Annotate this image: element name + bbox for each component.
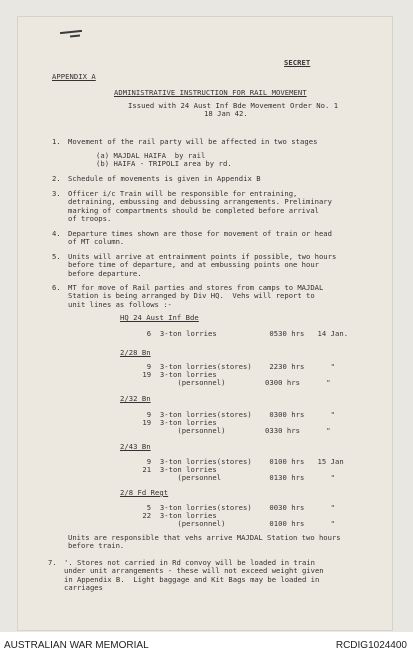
vehicle-row: (personnel) 0330 hrs " xyxy=(138,426,331,435)
para-6-closing: Units are responsible that vehs arrive MAJDAL Station two hours before train. xyxy=(68,533,341,551)
paper-clip-mark-2 xyxy=(70,34,80,37)
para-6-number: 6. xyxy=(52,283,61,292)
issued-line-2: 18 Jan 42. xyxy=(204,109,248,118)
unit-heading: HQ 24 Aust Inf Bde xyxy=(120,313,199,322)
vehicle-row: (personnel) 0300 hrs " xyxy=(138,378,331,387)
para-5-number: 5. xyxy=(52,252,61,261)
vehicle-row: 9 3-ton lorries(stores) 2230 hrs " xyxy=(138,362,335,371)
appendix-label: APPENDIX A xyxy=(52,72,96,81)
unit-heading: 2/28 Bn xyxy=(120,348,151,357)
para-3-text: Officer i/c Train will be responsible for entraining, detraining, embussing and debussing arrangements. Preliminary marking of compartments should be completed before arrival of troops. xyxy=(68,189,332,224)
vehicle-row: 19 3-ton lorries xyxy=(138,418,217,427)
para-3-number: 3. xyxy=(52,189,61,198)
document-title: ADMINISTRATIVE INSTRUCTION FOR RAIL MOVEMENT xyxy=(114,88,307,97)
vehicle-row: 22 3-ton lorries xyxy=(138,511,217,520)
vehicle-row: (personnel) 0100 hrs " xyxy=(138,519,335,528)
para-4-number: 4. xyxy=(52,229,61,238)
para-6-text: MT for move of Rail parties and stores from camps to MAJDAL Station is being arranged by Div HQ. Vehs will report to unit lines as follows :- xyxy=(68,283,324,309)
vehicle-row: 9 3-ton lorries(stores) 0300 hrs " xyxy=(138,410,335,419)
secret-marking: SECRET xyxy=(284,58,311,67)
para-2-text: Schedule of movements is given in Appendix B xyxy=(68,174,261,183)
para-1-text: Movement of the rail party will be affected in two stages xyxy=(68,137,318,146)
vehicle-row: (personnel 0130 hrs " xyxy=(138,473,335,482)
vehicle-row: 6 3-ton lorries 0530 hrs 14 Jan. xyxy=(138,329,349,338)
archive-footer xyxy=(0,632,413,654)
para-4-text: Departure times shown are those for movement of train or head of MT column. xyxy=(68,229,332,247)
para-1-item-b: (b) HAIFA - TRIPOLI area by rd. xyxy=(96,159,232,168)
vehicle-row: 19 3-ton lorries xyxy=(138,370,217,379)
unit-heading: 2/43 Bn xyxy=(120,442,151,451)
unit-heading: 2/8 Fd Regt xyxy=(120,488,169,497)
vehicle-row: 21 3-ton lorries xyxy=(138,465,217,474)
para-1-number: 1. xyxy=(52,137,61,146)
issued-line-1: Issued with 24 Aust Inf Bde Movement Order No. 1 xyxy=(128,101,339,110)
para-2-number: 2. xyxy=(52,174,61,183)
document-page xyxy=(18,17,392,630)
archive-reference: RCDIG1024400 xyxy=(335,640,407,651)
unit-heading: 2/32 Bn xyxy=(120,394,151,403)
archive-name: AUSTRALIAN WAR MEMORIAL xyxy=(4,640,149,651)
para-7-text: '. Stores not carried in Rd convoy will be loaded in train under unit arrangements - these will not exceed weight given in Appendix B. Light baggage and Kit Bags may be loaded in carriages xyxy=(64,558,324,593)
vehicle-row: 5 3-ton lorries(stores) 0030 hrs " xyxy=(138,503,335,512)
para-1-item-a: (a) MAJDAL HAIFA by rail xyxy=(96,151,206,160)
para-5-text: Units will arrive at entrainment points if possible, two hours before time of departure, and at embussing points one hour before departure. xyxy=(68,252,337,278)
vehicle-row: 9 3-ton lorries(stores) 0100 hrs 15 Jan xyxy=(138,457,344,466)
para-7-number: 7. xyxy=(48,558,57,567)
